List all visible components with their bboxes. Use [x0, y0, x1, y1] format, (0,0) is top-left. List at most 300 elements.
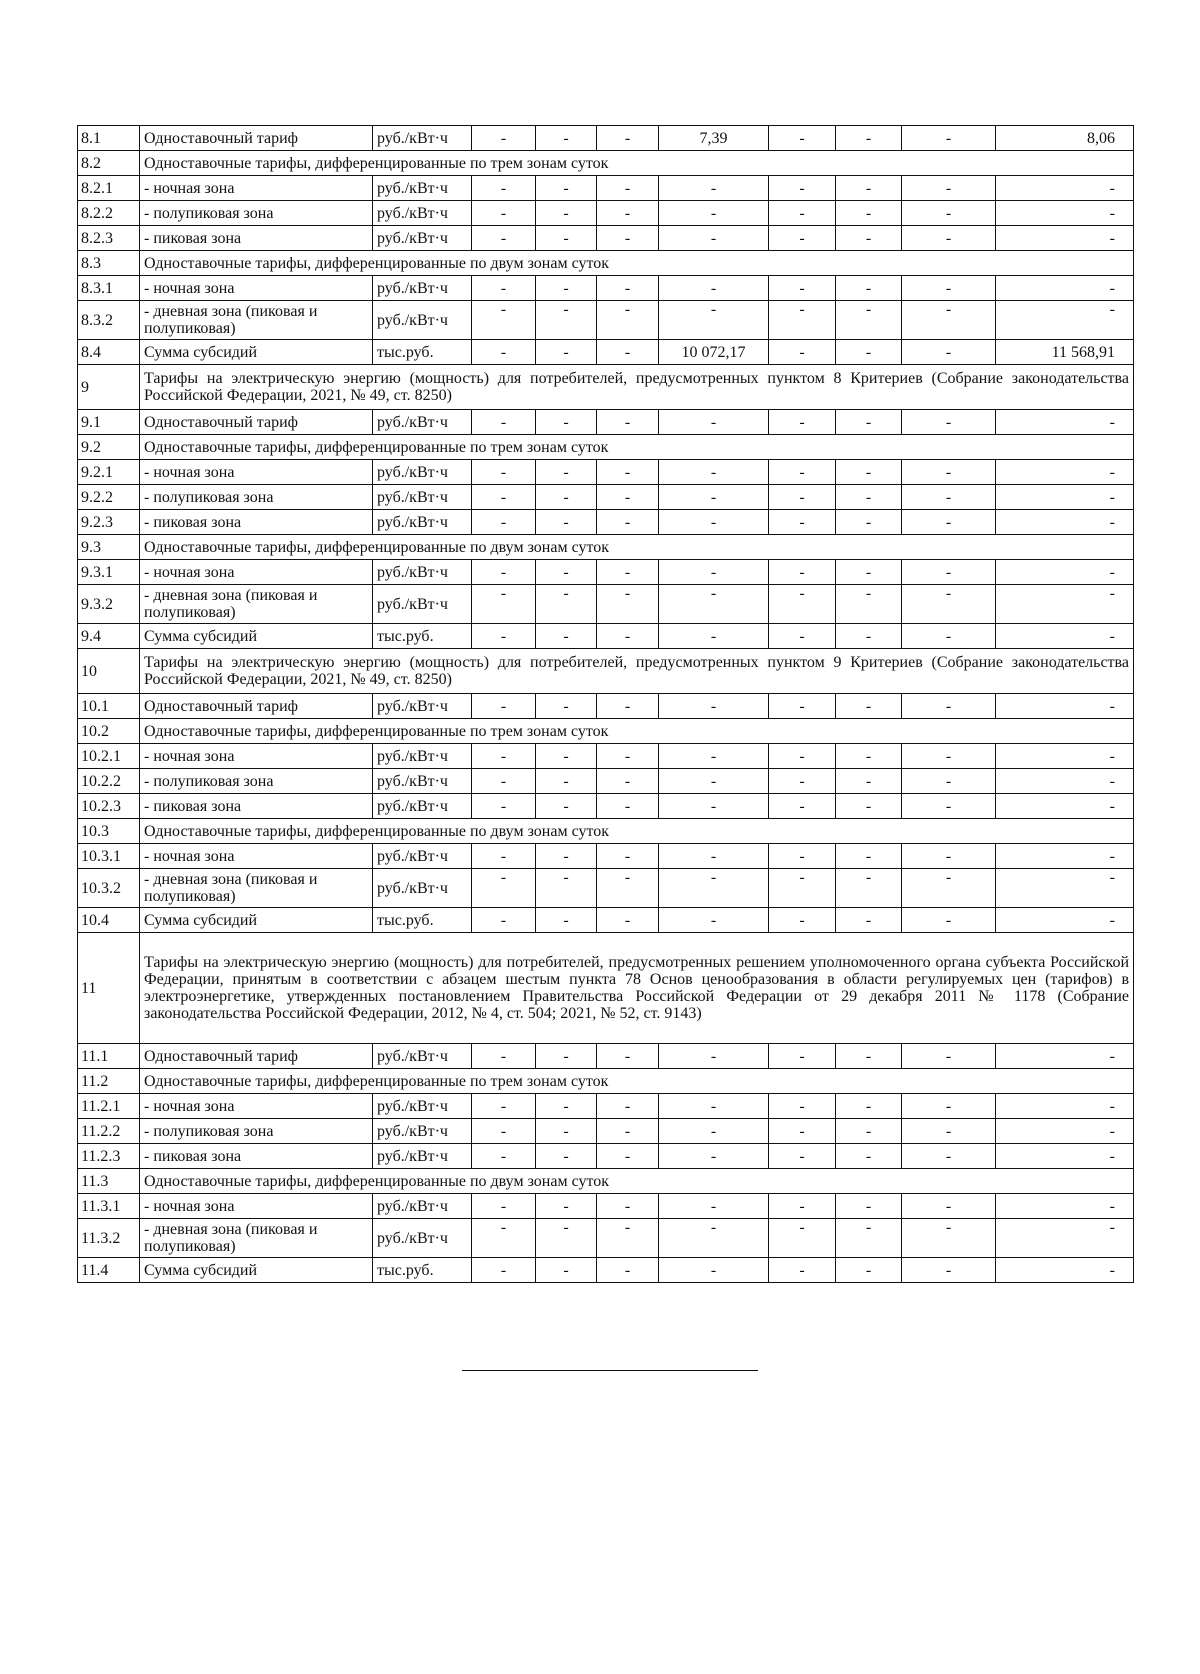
tariff-table-body	[78, 126, 1134, 1283]
value-cell: -	[996, 301, 1134, 340]
value-cell: -	[659, 460, 769, 485]
row-name: Одноставочный тариф	[140, 694, 373, 719]
row-name: Одноставочный тариф	[140, 1044, 373, 1069]
row-number: 10.2	[78, 719, 140, 744]
value-cell: -	[472, 769, 536, 794]
value-cell: -	[769, 844, 836, 869]
value-cell: -	[536, 624, 597, 649]
value-cell: -	[769, 176, 836, 201]
row-name: - ночная зона	[140, 276, 373, 301]
row-number: 8.3.1	[78, 276, 140, 301]
value-cell: -	[769, 694, 836, 719]
row-number: 11.3	[78, 1169, 140, 1194]
value-cell: -	[597, 126, 659, 151]
value-cell: -	[769, 1144, 836, 1169]
row-name: - пиковая зона	[140, 226, 373, 251]
row-number: 9.4	[78, 624, 140, 649]
value-cell: -	[659, 276, 769, 301]
table-row	[78, 1069, 1134, 1094]
value-cell: -	[902, 460, 996, 485]
value-cell: -	[996, 844, 1134, 869]
row-unit: руб./кВт·ч	[373, 126, 472, 151]
row-name: - полупиковая зона	[140, 485, 373, 510]
table-row	[78, 769, 1134, 794]
value-cell: -	[836, 560, 902, 585]
value-cell: -	[836, 1119, 902, 1144]
value-cell: -	[659, 201, 769, 226]
value-cell: -	[902, 301, 996, 340]
row-number: 8.3	[78, 251, 140, 276]
value-cell: -	[659, 585, 769, 624]
value-cell: -	[659, 1258, 769, 1283]
row-number: 10.3.1	[78, 844, 140, 869]
value-cell: -	[597, 1144, 659, 1169]
row-number: 10.2.2	[78, 769, 140, 794]
table-row	[78, 151, 1134, 176]
value-cell: -	[902, 560, 996, 585]
row-number: 10.2.3	[78, 794, 140, 819]
value-cell: -	[536, 126, 597, 151]
value-cell: -	[536, 340, 597, 365]
row-unit: руб./кВт·ч	[373, 694, 472, 719]
value-cell: -	[769, 869, 836, 908]
value-cell: -	[472, 869, 536, 908]
row-number: 9.3.2	[78, 585, 140, 624]
row-number: 10.2.1	[78, 744, 140, 769]
value-cell: -	[902, 844, 996, 869]
value-cell: -	[597, 176, 659, 201]
value-cell: -	[836, 869, 902, 908]
value-cell: -	[902, 126, 996, 151]
end-rule	[462, 1370, 758, 1371]
value-cell: -	[597, 510, 659, 535]
value-cell: -	[996, 226, 1134, 251]
value-cell: -	[472, 276, 536, 301]
value-cell: -	[902, 794, 996, 819]
row-name: - пиковая зона	[140, 1144, 373, 1169]
value-cell: -	[472, 694, 536, 719]
value-cell: -	[536, 276, 597, 301]
row-unit: руб./кВт·ч	[373, 869, 472, 908]
row-name: - дневная зона (пиковая и полупиковая)	[140, 301, 373, 340]
value-cell: -	[836, 624, 902, 649]
section-title: Тарифы на электрическую энергию (мощность) для потребителей, предусмотренных решением уполномоченного органа субъекта Российской Федерации, принятым в соответствии с абзацем шестым пункта 78 Основ ценообразования в области регулируемых цен (тарифов) в электроэнергетике, утвержденных постановлением Правительства Российской Федерации от 29 декабря 2011 № 1178 (Собрание законодательства Российской Федерации, 2012, № 4, ст. 504; 2021, № 52, ст. 9143)	[140, 933, 1134, 1044]
value-cell: -	[659, 869, 769, 908]
value-cell: -	[659, 1094, 769, 1119]
table-row	[78, 1169, 1134, 1194]
value-cell: -	[472, 744, 536, 769]
table-row	[78, 460, 1134, 485]
section-title: Одноставочные тарифы, дифференцированные по трем зонам суток	[140, 1069, 1134, 1094]
value-cell: -	[836, 340, 902, 365]
value-cell: -	[836, 1258, 902, 1283]
table-row	[78, 794, 1134, 819]
section-title: Одноставочные тарифы, дифференцированные по двум зонам суток	[140, 1169, 1134, 1194]
value-cell: -	[902, 1219, 996, 1258]
value-cell: -	[536, 1258, 597, 1283]
section-title: Тарифы на электрическую энергию (мощность) для потребителей, предусмотренных пунктом 8 Критериев (Собрание законодательства Российской Федерации, 2021, № 49, ст. 8250)	[140, 365, 1134, 410]
row-number: 11.3.1	[78, 1194, 140, 1219]
value-cell: -	[597, 624, 659, 649]
value-cell: -	[769, 460, 836, 485]
value-cell: -	[996, 510, 1134, 535]
table-row	[78, 1194, 1134, 1219]
value-cell: -	[836, 126, 902, 151]
value-cell: -	[836, 276, 902, 301]
value-cell: -	[769, 560, 836, 585]
value-cell: -	[659, 769, 769, 794]
row-name: - ночная зона	[140, 176, 373, 201]
section-title: Одноставочные тарифы, дифференцированные по двум зонам суток	[140, 535, 1134, 560]
table-row	[78, 1144, 1134, 1169]
value-cell: -	[836, 585, 902, 624]
value-cell: -	[996, 276, 1134, 301]
tariff-table	[77, 125, 1134, 1283]
value-cell: -	[769, 1194, 836, 1219]
row-number: 11	[78, 933, 140, 1044]
value-cell: -	[659, 1044, 769, 1069]
table-row	[78, 1094, 1134, 1119]
value-cell: -	[996, 560, 1134, 585]
row-unit: руб./кВт·ч	[373, 460, 472, 485]
section-title: Одноставочные тарифы, дифференцированные по двум зонам суток	[140, 819, 1134, 844]
table-row	[78, 624, 1134, 649]
value-cell: -	[836, 1094, 902, 1119]
value-cell: -	[996, 1194, 1134, 1219]
value-cell: -	[597, 276, 659, 301]
value-cell: -	[659, 1194, 769, 1219]
value-cell: -	[597, 410, 659, 435]
value-cell: -	[659, 908, 769, 933]
value-cell: -	[536, 1119, 597, 1144]
value-cell: -	[597, 585, 659, 624]
value-cell: -	[769, 301, 836, 340]
value-cell: -	[836, 1194, 902, 1219]
value-cell: -	[769, 624, 836, 649]
value-cell: -	[769, 1219, 836, 1258]
value-cell: -	[902, 744, 996, 769]
row-unit: руб./кВт·ч	[373, 560, 472, 585]
value-cell: -	[597, 794, 659, 819]
value-cell: -	[902, 1144, 996, 1169]
value-cell: -	[536, 226, 597, 251]
value-cell: -	[659, 694, 769, 719]
value-cell: -	[996, 744, 1134, 769]
row-unit: руб./кВт·ч	[373, 1094, 472, 1119]
table-row	[78, 510, 1134, 535]
value-cell: 11 568,91	[996, 340, 1134, 365]
row-number: 9.3.1	[78, 560, 140, 585]
value-cell: -	[996, 460, 1134, 485]
table-row	[78, 908, 1134, 933]
value-cell: -	[472, 460, 536, 485]
row-name: - пиковая зона	[140, 794, 373, 819]
row-name: - ночная зона	[140, 560, 373, 585]
value-cell: -	[769, 1094, 836, 1119]
value-cell: -	[836, 510, 902, 535]
value-cell: -	[836, 844, 902, 869]
row-number: 10	[78, 649, 140, 694]
value-cell: -	[996, 1219, 1134, 1258]
table-row	[78, 251, 1134, 276]
value-cell: -	[472, 510, 536, 535]
row-number: 8.2.2	[78, 201, 140, 226]
value-cell: -	[902, 410, 996, 435]
value-cell: -	[659, 1219, 769, 1258]
value-cell: -	[769, 485, 836, 510]
row-number: 9.3	[78, 535, 140, 560]
row-unit: тыс.руб.	[373, 908, 472, 933]
row-name: Сумма субсидий	[140, 1258, 373, 1283]
value-cell: -	[472, 201, 536, 226]
value-cell: -	[659, 844, 769, 869]
value-cell: -	[536, 1144, 597, 1169]
value-cell: -	[769, 201, 836, 226]
row-unit: руб./кВт·ч	[373, 176, 472, 201]
row-unit: руб./кВт·ч	[373, 1044, 472, 1069]
value-cell: -	[836, 744, 902, 769]
value-cell: -	[659, 510, 769, 535]
row-number: 8.3.2	[78, 301, 140, 340]
value-cell: -	[536, 460, 597, 485]
value-cell: -	[769, 1119, 836, 1144]
value-cell: -	[597, 744, 659, 769]
row-number: 9.2	[78, 435, 140, 460]
value-cell: -	[597, 301, 659, 340]
value-cell: -	[659, 301, 769, 340]
row-unit: тыс.руб.	[373, 1258, 472, 1283]
table-row	[78, 365, 1134, 410]
value-cell: -	[536, 410, 597, 435]
row-name: Одноставочный тариф	[140, 126, 373, 151]
row-name: - пиковая зона	[140, 510, 373, 535]
section-title: Одноставочные тарифы, дифференцированные по двум зонам суток	[140, 251, 1134, 276]
row-number: 11.2	[78, 1069, 140, 1094]
value-cell: -	[996, 585, 1134, 624]
row-name: - полупиковая зона	[140, 1119, 373, 1144]
value-cell: -	[996, 624, 1134, 649]
row-unit: руб./кВт·ч	[373, 794, 472, 819]
value-cell: -	[902, 226, 996, 251]
value-cell: -	[536, 1094, 597, 1119]
value-cell: -	[472, 340, 536, 365]
value-cell: -	[597, 1194, 659, 1219]
value-cell: -	[996, 794, 1134, 819]
value-cell: -	[996, 694, 1134, 719]
value-cell: -	[996, 201, 1134, 226]
value-cell: -	[472, 794, 536, 819]
value-cell: -	[536, 1044, 597, 1069]
value-cell: -	[597, 226, 659, 251]
value-cell: -	[769, 744, 836, 769]
value-cell: -	[597, 560, 659, 585]
table-row	[78, 933, 1134, 1044]
table-row	[78, 694, 1134, 719]
table-row	[78, 819, 1134, 844]
value-cell: -	[836, 694, 902, 719]
value-cell: -	[659, 624, 769, 649]
table-row	[78, 1258, 1134, 1283]
row-name: Одноставочный тариф	[140, 410, 373, 435]
table-row	[78, 301, 1134, 340]
value-cell: -	[659, 1144, 769, 1169]
table-row	[78, 1219, 1134, 1258]
value-cell: 10 072,17	[659, 340, 769, 365]
value-cell: -	[536, 844, 597, 869]
value-cell: -	[659, 226, 769, 251]
value-cell: -	[769, 908, 836, 933]
value-cell: -	[902, 694, 996, 719]
value-cell: -	[902, 869, 996, 908]
value-cell: -	[472, 1094, 536, 1119]
value-cell: -	[536, 485, 597, 510]
value-cell: -	[597, 1094, 659, 1119]
row-unit: руб./кВт·ч	[373, 1194, 472, 1219]
value-cell: -	[536, 176, 597, 201]
value-cell: -	[996, 410, 1134, 435]
value-cell: -	[902, 176, 996, 201]
value-cell: -	[836, 226, 902, 251]
row-unit: руб./кВт·ч	[373, 510, 472, 535]
table-row	[78, 719, 1134, 744]
row-name: - ночная зона	[140, 1094, 373, 1119]
row-number: 10.1	[78, 694, 140, 719]
value-cell: -	[597, 844, 659, 869]
value-cell: -	[902, 908, 996, 933]
row-unit: руб./кВт·ч	[373, 226, 472, 251]
value-cell: -	[902, 1044, 996, 1069]
row-unit: руб./кВт·ч	[373, 410, 472, 435]
value-cell: -	[836, 201, 902, 226]
value-cell: -	[597, 1119, 659, 1144]
table-row	[78, 176, 1134, 201]
value-cell: -	[836, 176, 902, 201]
value-cell: -	[996, 908, 1134, 933]
row-number: 11.4	[78, 1258, 140, 1283]
row-number: 10.3	[78, 819, 140, 844]
table-row	[78, 276, 1134, 301]
table-row	[78, 435, 1134, 460]
table-row	[78, 535, 1134, 560]
value-cell: -	[536, 1219, 597, 1258]
table-row	[78, 226, 1134, 251]
table-row	[78, 844, 1134, 869]
value-cell: -	[536, 1194, 597, 1219]
table-row	[78, 560, 1134, 585]
value-cell: -	[597, 694, 659, 719]
value-cell: -	[659, 794, 769, 819]
value-cell: -	[472, 1219, 536, 1258]
value-cell: -	[769, 510, 836, 535]
value-cell: -	[597, 769, 659, 794]
row-number: 9.2.1	[78, 460, 140, 485]
table-row	[78, 126, 1134, 151]
row-unit: тыс.руб.	[373, 340, 472, 365]
row-number: 8.4	[78, 340, 140, 365]
row-number: 10.4	[78, 908, 140, 933]
value-cell: -	[769, 1044, 836, 1069]
section-title: Тарифы на электрическую энергию (мощность) для потребителей, предусмотренных пунктом 9 Критериев (Собрание законодательства Российской Федерации, 2021, № 49, ст. 8250)	[140, 649, 1134, 694]
row-unit: руб./кВт·ч	[373, 744, 472, 769]
value-cell: -	[902, 201, 996, 226]
table-row	[78, 201, 1134, 226]
row-unit: руб./кВт·ч	[373, 201, 472, 226]
value-cell: -	[472, 844, 536, 869]
row-number: 9	[78, 365, 140, 410]
section-title: Одноставочные тарифы, дифференцированные по трем зонам суток	[140, 435, 1134, 460]
value-cell: -	[472, 585, 536, 624]
row-unit: руб./кВт·ч	[373, 1119, 472, 1144]
value-cell: -	[836, 908, 902, 933]
value-cell: -	[836, 1144, 902, 1169]
value-cell: -	[659, 485, 769, 510]
value-cell: -	[996, 869, 1134, 908]
value-cell: -	[472, 301, 536, 340]
value-cell: -	[902, 340, 996, 365]
value-cell: -	[769, 794, 836, 819]
table-row	[78, 340, 1134, 365]
table-row	[78, 649, 1134, 694]
value-cell: -	[996, 1258, 1134, 1283]
value-cell: 7,39	[659, 126, 769, 151]
value-cell: -	[996, 1119, 1134, 1144]
value-cell: -	[836, 1044, 902, 1069]
row-name: Сумма субсидий	[140, 340, 373, 365]
value-cell: -	[902, 510, 996, 535]
value-cell: -	[536, 585, 597, 624]
row-unit: руб./кВт·ч	[373, 769, 472, 794]
row-name: - полупиковая зона	[140, 201, 373, 226]
row-number: 11.3.2	[78, 1219, 140, 1258]
row-number: 11.2.1	[78, 1094, 140, 1119]
value-cell: -	[996, 1144, 1134, 1169]
value-cell: -	[902, 1258, 996, 1283]
value-cell: -	[472, 1044, 536, 1069]
value-cell: -	[769, 340, 836, 365]
table-row	[78, 1119, 1134, 1144]
value-cell: -	[996, 1094, 1134, 1119]
section-title: Одноставочные тарифы, дифференцированные по трем зонам суток	[140, 151, 1134, 176]
value-cell: -	[659, 1119, 769, 1144]
row-number: 9.2.2	[78, 485, 140, 510]
value-cell: -	[902, 624, 996, 649]
row-unit: руб./кВт·ч	[373, 1144, 472, 1169]
table-row	[78, 485, 1134, 510]
row-unit: руб./кВт·ч	[373, 301, 472, 340]
value-cell: -	[902, 1119, 996, 1144]
value-cell: -	[836, 794, 902, 819]
value-cell: -	[769, 585, 836, 624]
value-cell: -	[597, 869, 659, 908]
table-row	[78, 869, 1134, 908]
value-cell: -	[902, 276, 996, 301]
row-unit: руб./кВт·ч	[373, 485, 472, 510]
row-number: 11.2.3	[78, 1144, 140, 1169]
value-cell: -	[996, 176, 1134, 201]
value-cell: -	[536, 694, 597, 719]
value-cell: -	[769, 410, 836, 435]
value-cell: -	[597, 1258, 659, 1283]
value-cell: -	[536, 869, 597, 908]
value-cell: -	[597, 485, 659, 510]
row-unit: руб./кВт·ч	[373, 1219, 472, 1258]
value-cell: -	[769, 1258, 836, 1283]
value-cell: -	[836, 769, 902, 794]
value-cell: -	[472, 226, 536, 251]
value-cell: -	[472, 1258, 536, 1283]
row-number: 11.2.2	[78, 1119, 140, 1144]
row-number: 11.1	[78, 1044, 140, 1069]
